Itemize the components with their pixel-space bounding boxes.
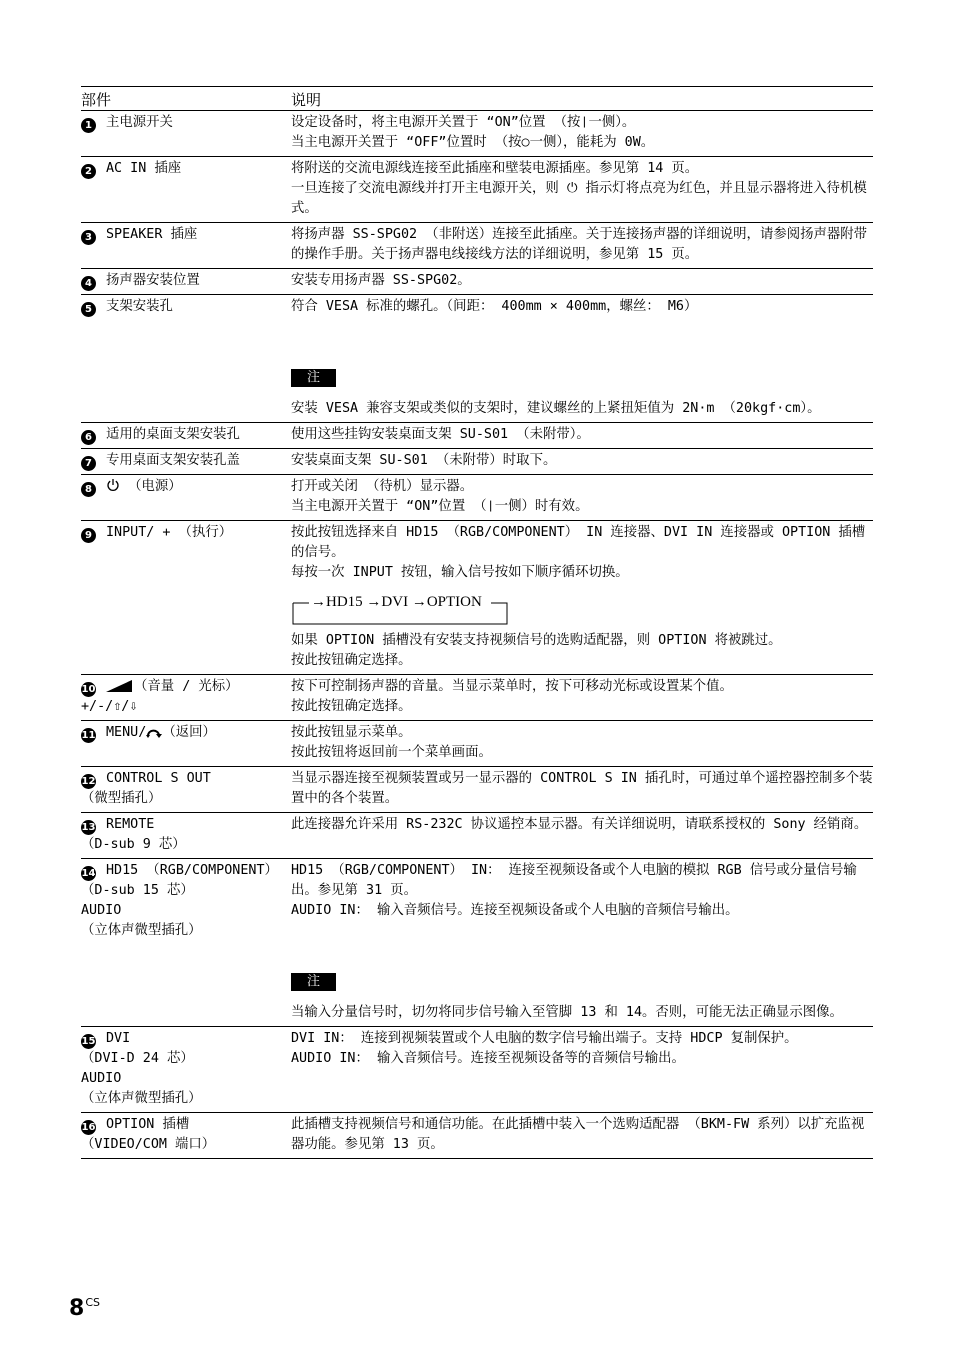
table-row: [81, 475, 873, 521]
note-text: 安装 VESA 兼容支架或类似的支架时，建议螺丝的上紧扭矩值为 2N·m （20kgf·cm）。: [291, 401, 821, 416]
table-row: [81, 1027, 873, 1113]
table-row: [81, 157, 873, 223]
table-row: [81, 449, 873, 475]
input-cycle-diagram: [291, 591, 511, 625]
callout-number: 1: [81, 118, 96, 133]
description-line: AUDIO IN： 输入音频信号。连接至视频设备或个人电脑的音频信号输出。: [291, 903, 739, 918]
part-name: DVI: [106, 1031, 131, 1046]
table-row: [81, 675, 873, 721]
description-line: 此插槽支持视频信号和通信功能。在此插槽中装入一个选购适配器 （BKM-FW 系列）以扩充监视器功能。参见第 13 页。: [291, 1117, 865, 1152]
part-name-tail: （返回）: [162, 725, 216, 740]
description-line: 安装专用扬声器 SS-SPG02。: [291, 273, 471, 288]
part-name-line: （D-sub 9 芯）: [81, 837, 186, 852]
description-line: 当主电源开关置于 “OFF”位置时 （按○一侧），能耗为 0W。: [291, 135, 655, 150]
table-row: [81, 295, 873, 423]
part-name: AC IN 插座: [106, 161, 182, 176]
volume-icon: [106, 680, 132, 692]
callout-number: 16: [81, 1122, 96, 1133]
callout-number: 8: [81, 482, 96, 497]
note-badge: 注: [291, 369, 336, 387]
part-name-line: （立体声微型插孔）: [81, 1091, 202, 1106]
callout-number: 2: [81, 164, 96, 179]
part-name-line: （D-sub 15 芯）: [81, 883, 194, 898]
description-line: 按此按钮将返回前一个菜单画面。: [291, 745, 492, 760]
page-number: 8: [69, 1296, 85, 1321]
description-line: 当主电源开关置于 “ON”位置 （❘一侧）时有效。: [291, 499, 589, 514]
callout-number: 7: [81, 456, 96, 471]
page-footer: [69, 1296, 100, 1321]
header-part: 部件: [81, 87, 291, 111]
table-row: [81, 1113, 873, 1159]
description-line: 将附送的交流电源线连接至此插座和壁装电源插座。参见第 14 页。: [291, 161, 699, 176]
table-row: [81, 767, 873, 813]
part-name-line: （立体声微型插孔）: [81, 923, 202, 938]
callout-number: 10: [81, 684, 96, 695]
input-cycle-text: →HD15 →DVI →OPTION: [311, 594, 482, 610]
part-name-line: +/-/⇧/⇩: [81, 699, 138, 714]
description-line: 按此按钮显示菜单。: [291, 725, 412, 740]
table-row: [81, 111, 873, 157]
callout-number: 5: [81, 302, 96, 317]
description-line: DVI IN： 连接到视频装置或个人电脑的数字信号输出端子。支持 HDCP 复制保护。: [291, 1031, 798, 1046]
part-name-line: （VIDEO/COM 端口）: [81, 1137, 216, 1152]
description-line: 将扬声器 SS-SPG02 （非附送）连接至此插座。关于连接扬声器的详细说明，请参阅扬声器附带的操作手册。关于扬声器电线接线方法的详细说明，参见第 15 页。: [291, 227, 868, 262]
callout-number: 6: [81, 430, 96, 445]
part-name: REMOTE: [106, 817, 155, 832]
description-line: 按此按钮确定选择。: [291, 699, 412, 714]
part-name-line: （微型插孔）: [81, 791, 162, 806]
part-name-line: AUDIO: [81, 1071, 122, 1086]
part-name: 主电源开关: [106, 115, 173, 130]
return-icon: [146, 726, 162, 738]
table-row: [81, 813, 873, 859]
description-line: HD15 （RGB/COMPONENT） IN： 连接至视频设备或个人电脑的模拟 RGB 信号或分量信号输出。参见第 31 页。: [291, 863, 857, 898]
callout-number: 14: [81, 868, 96, 879]
part-name-line: AUDIO: [81, 903, 122, 918]
description-line: 此连接器允许采用 RS-232C 协议遥控本显示器。有关详细说明，请联系授权的 Sony 经销商。: [291, 817, 868, 832]
callout-number: 9: [81, 528, 96, 543]
description-line: 按此按钮确定选择。: [291, 653, 412, 668]
note-text: 当输入分量信号时，切勿将同步信号输入至管脚 13 和 14。否则，可能无法正确显示图像。: [291, 1005, 843, 1020]
part-name: （电源）: [128, 479, 182, 494]
power-icon: [106, 478, 120, 492]
part-name: 专用桌面支架安装孔盖: [106, 453, 240, 468]
part-name-line: （DVI-D 24 芯）: [81, 1051, 194, 1066]
callout-number: 3: [81, 230, 96, 245]
table-row: [81, 721, 873, 767]
callout-number: 13: [81, 822, 96, 833]
description-line: 符合 VESA 标准的螺孔。（间距： 400mm × 400mm，螺丝： M6）: [291, 299, 698, 314]
callout-number: 4: [81, 276, 96, 291]
part-name: （音量 / 光标）: [134, 679, 239, 694]
description-line: 使用这些挂钩安装桌面支架 SU-S01 （未附带）。: [291, 427, 590, 442]
callout-number: 11: [81, 730, 96, 741]
page-language-suffix: CS: [85, 1296, 100, 1309]
description-line: 一旦连接了交流电源线并打开主电源开关，则 ⏻ 指示灯将点亮为红色，并且显示器将进入待机模式。: [291, 181, 867, 216]
description-line: 安装桌面支架 SU-S01 （未附带）时取下。: [291, 453, 557, 468]
description-line: AUDIO IN： 输入音频信号。连接至视频设备等的音频信号输出。: [291, 1051, 685, 1066]
part-name: 扬声器安装位置: [106, 273, 200, 288]
table-row: [81, 423, 873, 449]
table-row: [81, 521, 873, 675]
part-name: HD15 （RGB/COMPONENT）: [106, 863, 278, 878]
description-line: 按此按钮选择来自 HD15 （RGB/COMPONENT） IN 连接器、DVI IN 连接器或 OPTION 插槽的信号。: [291, 525, 866, 560]
description-line: 当显示器连接至视频装置或另一显示器的 CONTROL S IN 插孔时，可通过单个遥控器控制多个装置中的各个装置。: [291, 771, 873, 806]
description-line: 设定设备时，将主电源开关置于 “ON”位置 （按❘一侧）。: [291, 115, 636, 130]
callout-number: 12: [81, 776, 96, 787]
callout-number: 15: [81, 1036, 96, 1047]
table-row: [81, 269, 873, 295]
part-name: INPUT/ + （执行）: [106, 525, 233, 540]
header-description: 说明: [291, 87, 873, 111]
part-name: OPTION 插槽: [106, 1117, 190, 1132]
part-name: 支架安装孔: [106, 299, 173, 314]
description-line: 打开或关闭 （待机）显示器。: [291, 479, 474, 494]
table-row: [81, 223, 873, 269]
part-name: MENU/: [106, 725, 147, 740]
parts-table: [81, 86, 873, 1159]
description-line: 按下可控制扬声器的音量。当显示菜单时，按下可移动光标或设置某个值。: [291, 679, 733, 694]
table-row: [81, 859, 873, 1027]
description-line: 每按一次 INPUT 按钮，输入信号按如下顺序循环切换。: [291, 565, 629, 580]
part-name: SPEAKER 插座: [106, 227, 198, 242]
note-badge: 注: [291, 973, 336, 991]
part-name: 适用的桌面支架安装孔: [106, 427, 240, 442]
spec-page: [81, 86, 873, 1159]
description-line: 如果 OPTION 插槽没有安装支持视频信号的选购适配器，则 OPTION 将被跳过。: [291, 633, 782, 648]
part-name: CONTROL S OUT: [106, 771, 211, 786]
table-header: [81, 87, 873, 111]
